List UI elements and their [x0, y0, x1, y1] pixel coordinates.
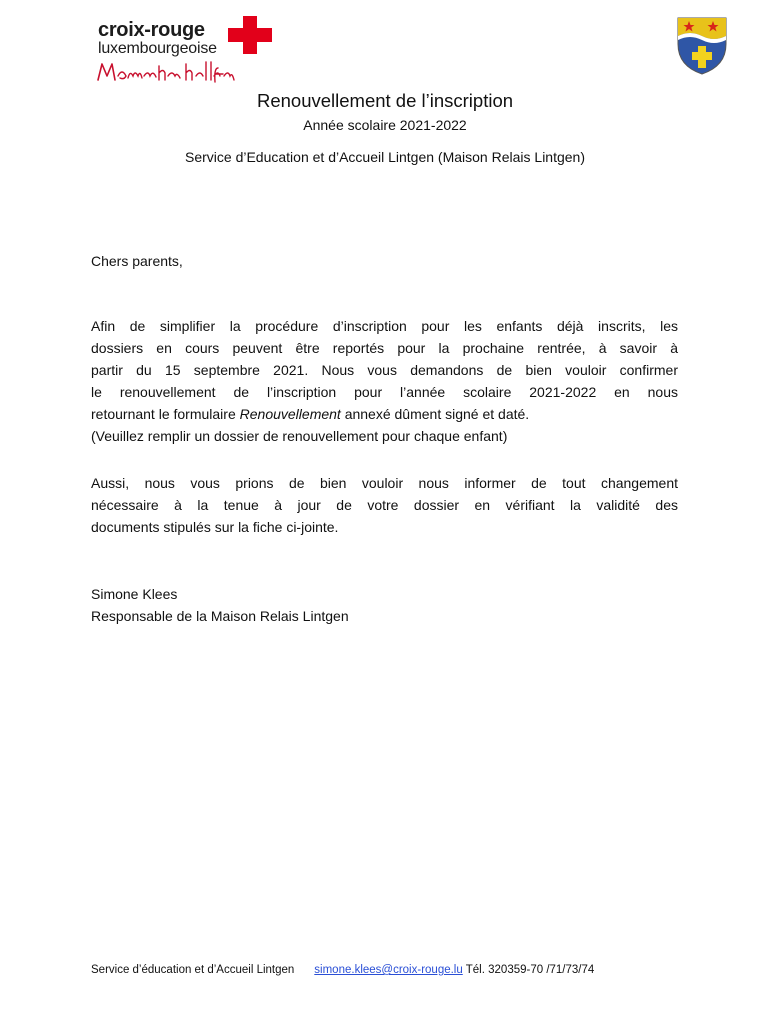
greeting: Chers parents, — [91, 253, 183, 269]
coat-of-arms-icon — [676, 16, 728, 76]
signature-block — [91, 583, 678, 627]
signer-role: Responsable de la Maison Relais Lintgen — [91, 608, 349, 624]
paragraph-1-line5-start: retournant le formulaire — [91, 406, 240, 422]
footer-phone: Tél. 320359-70 /71/73/74 — [465, 964, 595, 976]
paragraph-1-line: Afin de simplifier la procédure d’inscription pour les enfants déjà inscrits, les — [91, 318, 678, 334]
logo-name-line2: luxembourgeoise — [98, 40, 217, 57]
paragraph-1-line: partir du 15 septembre 2021. Nous vous demandons de bien vouloir confirmer — [91, 362, 678, 378]
footer — [91, 964, 691, 976]
school-year: Année scolaire 2021-2022 — [303, 117, 467, 133]
footer-email-link[interactable]: simone.klees@croix-rouge.lu — [314, 964, 463, 976]
paragraph-1-line5-end: annexé dûment signé et daté. — [340, 406, 530, 422]
logo-name-line1: croix-rouge — [98, 19, 205, 41]
croix-rouge-logo — [96, 14, 286, 84]
paragraph-2-line: documents stipulés sur la fiche ci-jointe. — [91, 519, 339, 535]
paragraph-2-line: Aussi, nous vous prions de bien vouloir nous informer de tout changement — [91, 475, 678, 491]
paragraph-1-line — [91, 403, 678, 425]
paragraph-1-note: (Veuillez remplir un dossier de renouvellement pour chaque enfant) — [91, 428, 508, 444]
page-title: Renouvellement de l’inscription — [256, 90, 514, 111]
red-cross-icon — [228, 16, 272, 54]
paragraph-1-line: dossiers en cours peuvent être reportés pour la prochaine rentrée, à savoir à — [91, 340, 678, 356]
logo-slogan-script — [96, 58, 236, 86]
signer-name: Simone Klees — [91, 586, 178, 602]
service-name: Service d’Education et d’Accueil Lintgen (Maison Relais Lintgen) — [185, 149, 585, 165]
form-name-italic: Renouvellement — [239, 406, 341, 422]
paragraph-1-line: le renouvellement de l’inscription pour l’année scolaire 2021-2022 en nous — [91, 384, 678, 400]
paragraph-2 — [91, 472, 678, 538]
paragraph-1 — [91, 315, 678, 447]
footer-service-name: Service d’éducation et d’Accueil Lintgen — [91, 964, 295, 976]
paragraph-2-line: nécessaire à la tenue à jour de votre dossier en vérifiant la validité des — [91, 497, 678, 513]
